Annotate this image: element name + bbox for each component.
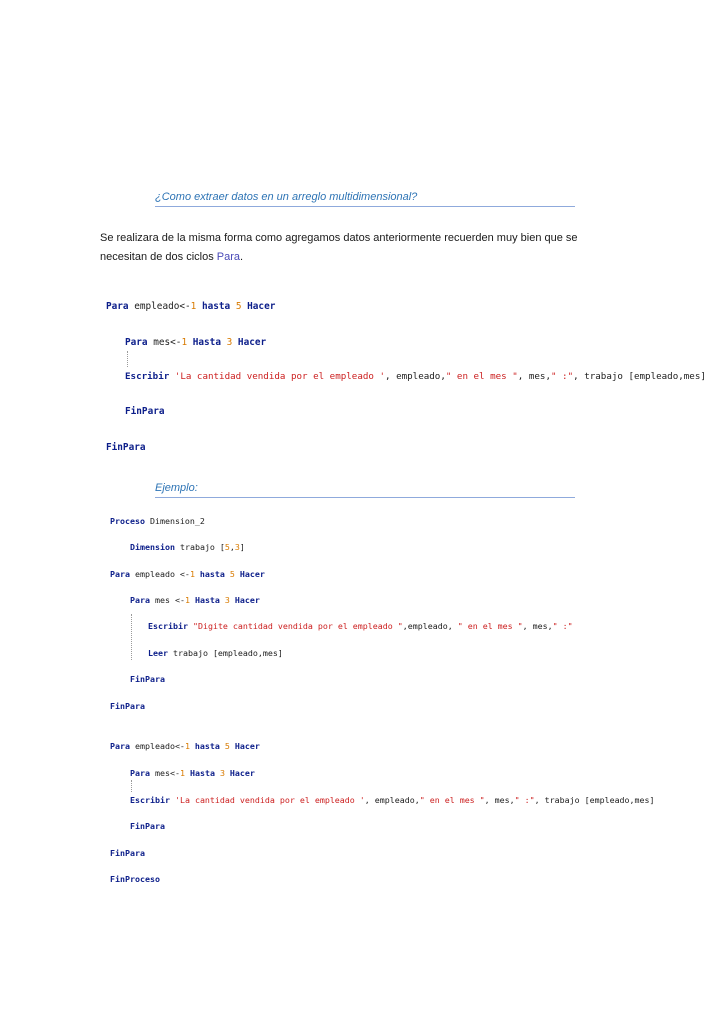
paragraph-end: . <box>240 251 244 263</box>
code-number: 1 <box>181 337 188 348</box>
code-string: " en el mes " <box>419 795 485 805</box>
code-text: , mes, <box>517 371 551 382</box>
code-keyword: Para <box>125 337 148 348</box>
code-keyword: hasta <box>189 741 225 751</box>
code-text: , <box>229 542 235 552</box>
code-number: 5 <box>224 741 230 751</box>
code-number: 1 <box>189 569 195 579</box>
code-line <box>148 648 283 658</box>
code-keyword: Proceso <box>110 516 145 526</box>
code-string: " :" <box>552 621 573 631</box>
code-keyword: Escribir <box>148 621 188 631</box>
code-number: 3 <box>219 768 225 778</box>
code-text: , trabajo [empleado,mes] <box>534 795 655 805</box>
code-line <box>125 371 706 382</box>
code-keyword: Leer <box>148 648 168 658</box>
code-line <box>110 569 265 579</box>
code-keyword: Hacer <box>224 768 255 778</box>
code-number: 5 <box>224 542 230 552</box>
code-keyword: FinPara <box>106 442 146 453</box>
code-keyword: Para <box>130 595 150 605</box>
code-text: , empleado, <box>364 795 420 805</box>
code-number: 5 <box>229 569 235 579</box>
code-keyword: FinProceso <box>110 874 160 884</box>
code-line <box>110 516 205 526</box>
code-keyword: FinPara <box>125 406 165 417</box>
indent-guide <box>131 780 132 792</box>
code-string: "Digite cantidad vendida por el empleado " <box>187 621 403 631</box>
code-text: mes<- <box>147 337 182 348</box>
code-keyword: Para <box>130 768 150 778</box>
code-keyword: FinPara <box>110 701 145 711</box>
code-keyword: Hacer <box>232 337 267 348</box>
paragraph-line-1: Se realizara de la misma forma como agregamos datos anteriormente recuerden muy bien que se <box>100 232 578 244</box>
code-text: , mes, <box>522 621 553 631</box>
code-number: 3 <box>234 542 240 552</box>
indent-guide <box>131 614 132 660</box>
para-keyword: Para <box>216 251 241 263</box>
section-heading-example: Ejemplo: <box>155 482 575 498</box>
code-keyword: FinPara <box>130 821 165 831</box>
code-keyword: hasta <box>196 301 236 312</box>
code-line <box>130 795 655 805</box>
code-number: 1 <box>184 595 190 605</box>
code-text: mes<- <box>149 768 180 778</box>
indent-guide <box>127 351 128 367</box>
code-line <box>125 337 266 348</box>
paragraph-line-2 <box>100 248 660 267</box>
code-keyword: Escribir <box>125 371 170 382</box>
code-number: 1 <box>190 301 197 312</box>
code-text: trabajo [empleado,mes] <box>167 648 283 658</box>
code-string: " en el mes " <box>445 371 518 382</box>
code-number: 3 <box>224 595 230 605</box>
code-keyword: Para <box>110 569 130 579</box>
paragraph-text: necesitan de dos ciclos <box>100 251 217 263</box>
code-keyword: Hasta <box>184 768 220 778</box>
code-keyword: Para <box>106 301 129 312</box>
code-line <box>106 301 275 312</box>
code-string: 'La cantidad vendida por el empleado ' <box>169 795 365 805</box>
section-heading-extract: ¿Como extraer datos en un arreglo multidimensional? <box>155 191 575 207</box>
code-number: 5 <box>235 301 242 312</box>
code-line <box>130 595 260 605</box>
code-text: Dimension_2 <box>144 516 205 526</box>
code-string: 'La cantidad vendida por el empleado ' <box>169 371 385 382</box>
code-text: , empleado, <box>385 371 446 382</box>
code-keyword: Hacer <box>241 301 276 312</box>
code-string: " :" <box>514 795 535 805</box>
code-keyword: FinPara <box>110 848 145 858</box>
code-string: " :" <box>550 371 574 382</box>
code-text: , trabajo [empleado,mes] <box>573 371 706 382</box>
code-line <box>130 768 255 778</box>
code-keyword: Hasta <box>187 337 227 348</box>
code-keyword: Dimension <box>130 542 175 552</box>
code-line <box>130 542 245 552</box>
code-text: mes <- <box>149 595 185 605</box>
code-number: 3 <box>226 337 233 348</box>
code-text: , mes, <box>484 795 515 805</box>
code-line <box>148 621 573 631</box>
code-text: trabajo [ <box>174 542 225 552</box>
code-text: empleado<- <box>128 301 191 312</box>
code-keyword: Escribir <box>130 795 170 805</box>
code-string: " en el mes " <box>457 621 523 631</box>
code-keyword: FinPara <box>130 674 165 684</box>
code-keyword: Hacer <box>229 595 260 605</box>
code-keyword: Para <box>110 741 130 751</box>
code-text: ,empleado, <box>402 621 458 631</box>
code-text: ] <box>239 542 245 552</box>
code-keyword: Hacer <box>234 569 265 579</box>
code-number: 1 <box>179 768 185 778</box>
code-keyword: Hacer <box>229 741 260 751</box>
code-line <box>110 741 260 751</box>
code-number: 1 <box>184 741 190 751</box>
code-text: empleado <- <box>129 569 190 579</box>
code-keyword: hasta <box>194 569 230 579</box>
intro-paragraph <box>100 229 660 267</box>
code-keyword: Hasta <box>189 595 225 605</box>
code-text: empleado<- <box>129 741 185 751</box>
